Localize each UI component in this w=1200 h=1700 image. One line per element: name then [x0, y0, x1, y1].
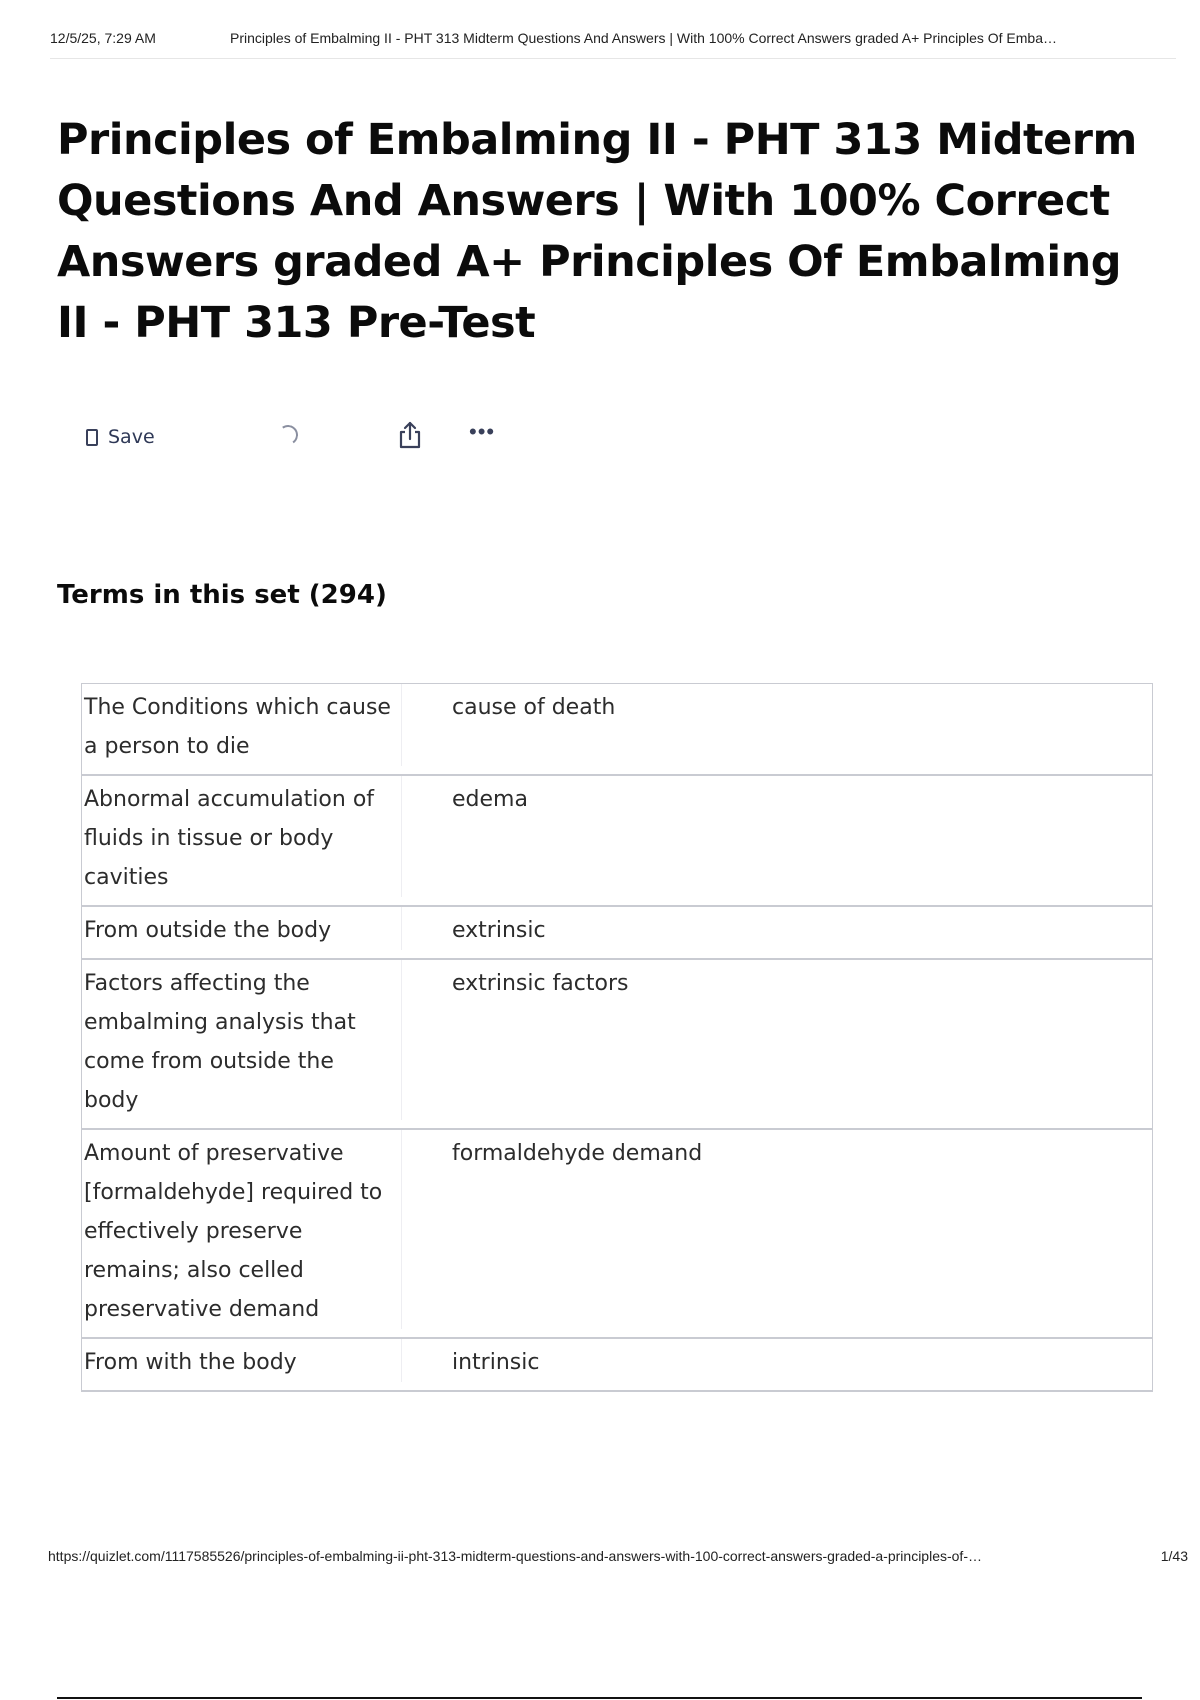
share-icon[interactable] — [396, 420, 424, 450]
print-date: 12/5/25, 7:29 AM — [50, 30, 156, 46]
term-text: Factors affecting the embalming analysis that come from outside the body — [82, 960, 402, 1120]
term-row[interactable] — [82, 907, 1152, 960]
definition-text: formaldehyde demand — [452, 1141, 703, 1166]
term-row[interactable] — [82, 960, 1152, 1130]
definition-text: extrinsic factors — [452, 971, 629, 996]
definition-text: edema — [452, 787, 528, 812]
term-row[interactable] — [82, 1339, 1152, 1392]
print-url: https://quizlet.com/1117585526/principles-of-embalming-ii-pht-313-midterm-questions-and-answers-with-100-correct-answers-graded-a-principles-of-… — [48, 1548, 982, 1564]
definition-text: intrinsic — [452, 1350, 540, 1375]
term-text: From outside the body — [82, 907, 402, 950]
divider — [57, 1697, 1142, 1699]
share-icon-svg — [396, 420, 424, 450]
term-row[interactable] — [82, 776, 1152, 907]
save-button[interactable] — [86, 420, 155, 454]
definition-text: cause of death — [452, 695, 616, 720]
terms-heading: Terms in this set (294) — [57, 580, 387, 610]
print-header — [50, 30, 1176, 59]
terms-list — [81, 683, 1153, 1392]
page-title: Principles of Embalming II - PHT 313 Midterm Questions And Answers | With 100% Correct Answers graded A+ Principles Of Embalming II - PHT 313 Pre-Test — [57, 115, 1137, 348]
save-button-label: Save — [108, 426, 155, 448]
term-text: Amount of preservative [formaldehyde] required to effectively preserve remains; also celled preservative demand — [82, 1130, 402, 1329]
term-text: Abnormal accumulation of fluids in tissue or body cavities — [82, 776, 402, 897]
page-number: 1/43 — [1160, 1548, 1188, 1564]
term-text: The Conditions which cause a person to die — [82, 684, 402, 766]
term-row[interactable] — [82, 684, 1152, 776]
more-icon[interactable]: ••• — [469, 419, 496, 444]
set-toolbar — [86, 420, 546, 456]
term-text: From with the body — [82, 1339, 402, 1382]
spinner-icon — [276, 423, 299, 446]
definition-text: extrinsic — [452, 918, 546, 943]
print-doc-title: Principles of Embalming II - PHT 313 Midterm Questions And Answers | With 100% Correct Answers graded A+ Principles Of Emba… — [230, 30, 1057, 46]
bookmark-icon — [86, 429, 98, 446]
term-row[interactable] — [82, 1130, 1152, 1339]
